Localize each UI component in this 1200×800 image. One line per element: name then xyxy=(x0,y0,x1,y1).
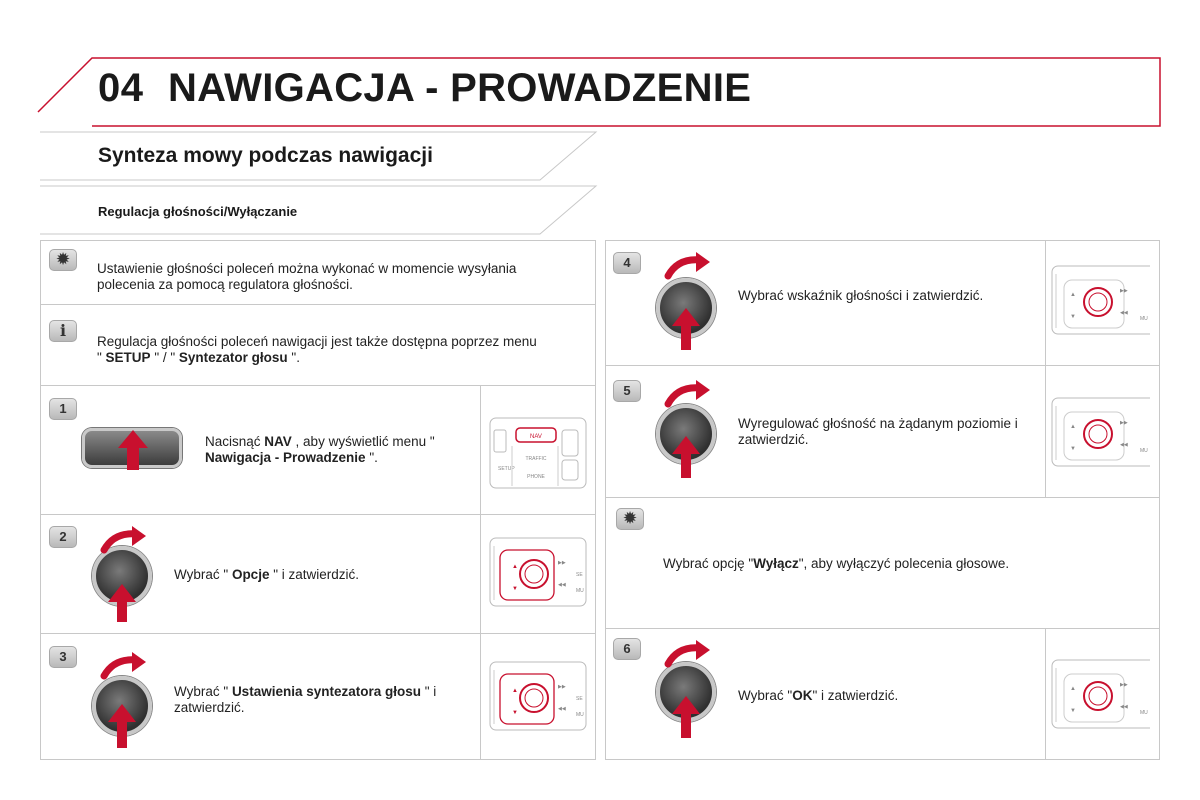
radio-panel-thumbnail xyxy=(488,412,588,490)
svg-text:▼: ▼ xyxy=(1070,446,1076,452)
divider xyxy=(40,514,596,515)
step-number-badge: 1 xyxy=(49,398,77,420)
step-number-badge: 6 xyxy=(613,638,641,660)
divider xyxy=(1045,628,1046,760)
svg-text:NAV: NAV xyxy=(530,434,542,440)
svg-text:SE: SE xyxy=(576,696,583,702)
chapter-title: NAWIGACJA - PROWADZENIE xyxy=(168,66,752,110)
svg-text:▶▶: ▶▶ xyxy=(1120,420,1128,426)
info-icon: i xyxy=(49,320,77,342)
svg-text:MU: MU xyxy=(1140,316,1148,322)
step-number-badge: 2 xyxy=(49,526,77,548)
divider xyxy=(480,385,481,760)
svg-text:SETUP: SETUP xyxy=(498,466,515,472)
rotate-press-arrow-icon xyxy=(660,252,716,352)
radio-panel-thumbnail xyxy=(488,658,588,732)
svg-text:◀◀: ◀◀ xyxy=(1120,442,1128,448)
svg-text:TRAFFIC: TRAFFIC xyxy=(525,456,547,462)
svg-text:▲: ▲ xyxy=(1070,424,1076,430)
disable-tip-text: Wybrać opcję "Wyłącz", aby wyłączyć polecenia głosowe. xyxy=(663,556,1010,571)
svg-text:▼: ▼ xyxy=(512,586,518,592)
press-arrow-icon xyxy=(116,428,150,472)
svg-text:SE: SE xyxy=(576,572,583,578)
svg-text:◀◀: ◀◀ xyxy=(558,706,566,712)
svg-text:MU: MU xyxy=(576,712,584,718)
step-number-badge: 5 xyxy=(613,380,641,402)
divider xyxy=(605,628,1160,629)
step-number-badge: 3 xyxy=(49,646,77,668)
step4-text: Wybrać wskaźnik głośności i zatwierdzić. xyxy=(738,288,984,303)
step6-text: Wybrać "OK" i zatwierdzić. xyxy=(738,688,899,703)
svg-text:▲: ▲ xyxy=(512,688,518,694)
disable-option-label: Wyłącz xyxy=(753,556,799,571)
svg-text:MU: MU xyxy=(576,588,584,594)
radio-panel-thumbnail xyxy=(1050,656,1150,730)
svg-text:▶▶: ▶▶ xyxy=(1120,682,1128,688)
tip-text: Ustawienie głośności poleceń można wykonać w momencie wysyłania polecenia za pomocą regulatora głośności. xyxy=(97,261,517,292)
step5-text: Wyregulować głośność na żądanym poziomie i zatwierdzić. xyxy=(738,416,1018,447)
svg-text:▶▶: ▶▶ xyxy=(558,684,566,690)
lightbulb-icon: ✹ xyxy=(616,508,644,530)
svg-text:▶▶: ▶▶ xyxy=(1120,288,1128,294)
chapter-number: 04 xyxy=(98,66,144,110)
radio-panel-thumbnail xyxy=(1050,394,1150,468)
info-text: Regulacja głośności poleceń nawigacji jest także dostępna poprzez menu " SETUP " / " Syntezator głosu ". xyxy=(97,334,537,365)
section-subtitle: Regulacja głośności/Wyłączanie xyxy=(98,204,298,219)
rotate-press-arrow-icon xyxy=(660,380,716,480)
svg-text:▼: ▼ xyxy=(1070,314,1076,320)
step1-text: Nacisnąć NAV , aby wyświetlić menu " Nawigacja - Prowadzenie ". xyxy=(205,434,435,465)
rotate-press-arrow-icon xyxy=(96,526,152,626)
svg-text:▶▶: ▶▶ xyxy=(558,560,566,566)
rotate-press-arrow-icon xyxy=(660,640,716,740)
synth-menu-label: Syntezator głosu xyxy=(178,350,288,365)
divider xyxy=(40,633,596,634)
svg-text:▲: ▲ xyxy=(1070,686,1076,692)
divider xyxy=(40,385,596,386)
svg-text:◀◀: ◀◀ xyxy=(1120,310,1128,316)
step2-text: Wybrać " Opcje " i zatwierdzić. xyxy=(174,567,360,582)
setup-menu-label: SETUP xyxy=(105,350,151,365)
divider xyxy=(605,497,1160,498)
section-title: Synteza mowy podczas nawigacji xyxy=(98,144,433,167)
svg-text:▲: ▲ xyxy=(512,564,518,570)
svg-text:▲: ▲ xyxy=(1070,292,1076,298)
divider xyxy=(40,304,596,305)
divider xyxy=(1045,240,1046,497)
svg-text:▼: ▼ xyxy=(512,710,518,716)
svg-text:▼: ▼ xyxy=(1070,708,1076,714)
svg-text:MU: MU xyxy=(1140,448,1148,454)
lightbulb-icon: ✹ xyxy=(49,249,77,271)
step3-text: Wybrać " Ustawienia syntezatora głosu " i zatwierdzić. xyxy=(174,684,437,715)
svg-text:◀◀: ◀◀ xyxy=(1120,704,1128,710)
rotate-press-arrow-icon xyxy=(96,652,152,752)
divider xyxy=(605,365,1160,366)
svg-text:◀◀: ◀◀ xyxy=(558,582,566,588)
svg-text:PHONE: PHONE xyxy=(527,474,545,480)
step-number-badge: 4 xyxy=(613,252,641,274)
radio-panel-thumbnail xyxy=(1050,262,1150,336)
radio-panel-thumbnail xyxy=(488,534,588,608)
svg-text:MU: MU xyxy=(1140,710,1148,716)
